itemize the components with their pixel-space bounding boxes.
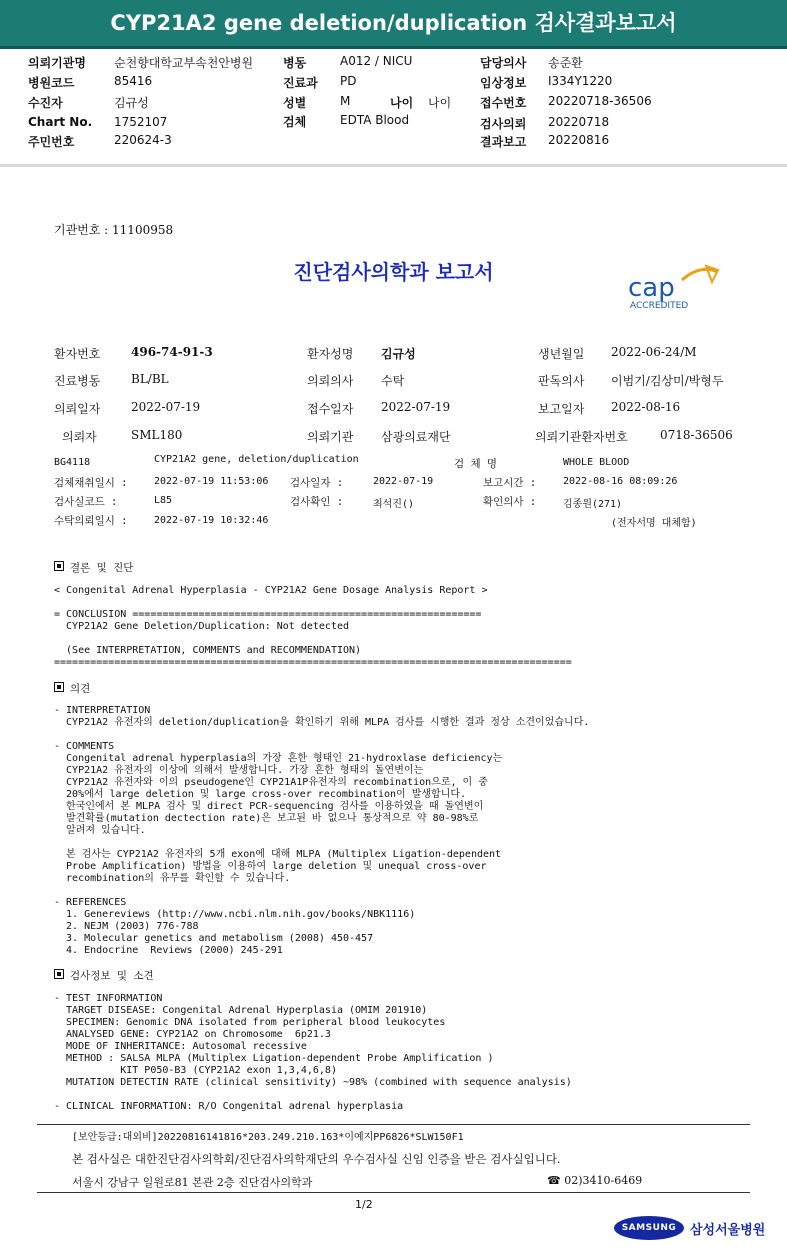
hdr-value: 1752107	[114, 115, 168, 129]
ti-value: 최석진()	[373, 499, 415, 510]
hdr-label: 검사의뢰	[480, 117, 527, 131]
patient-label: 접수일자	[307, 402, 354, 416]
patient-label: 환자번호	[54, 347, 101, 361]
patient-label: 의뢰일자	[54, 402, 101, 416]
hdr-value: 나이	[428, 96, 452, 110]
hdr-value: I334Y1220	[548, 74, 613, 88]
cap-logo-sub: ACCREDITED	[630, 301, 689, 311]
institution-number: 기관번호 : 11100958	[54, 223, 174, 237]
comments: - COMMENTS Congenital adrenal hyperplasia의 가장 흔한 형태인 21-hydroxlase deficiency는 CYP21A2 유전자의 이상에 의해서 발생합니다. 가장 흔한 형태의 돌연변이는 CYP21A2 유전자와 이의 pseudogene인 CYP21A1P유전자의 recombination으로, 이 중 20%에서 large deletion 및 large cross-over recombination이 발생합니다. 한국인에서 본 MLPA 검사 및 direct PCR-sequencing 검사를 이용하였을 때 돌연변이 발견확률(mutation dectection rate)은 보고된 바 없으나 통상적으로 약 80-98%로 알려져 있습니다. 본 검사는 CYP21A2 유전자의 5개 exon에 대해 MLPA (Multiplex Ligation-dependent Probe Amplification) 방법을 이용하여 large deletion 및 unequal cross-over recombination의 유무를 확인할 수 있습니다.	[54, 741, 503, 884]
footer-bottom-line	[37, 1192, 750, 1193]
patient-value: 2022-08-16	[611, 400, 681, 414]
patient-value: 수탁	[381, 374, 405, 388]
section-title: 결론 및 진단	[70, 562, 134, 574]
ti-label: 검사확인 :	[290, 496, 344, 508]
section-conclusion-header	[54, 560, 133, 575]
hospital-name: 삼성서울병원	[690, 1223, 766, 1238]
patient-label: 환자성명	[307, 347, 354, 361]
specimen-label: 검 체 명	[454, 458, 498, 470]
report-title: 진단검사의학과 보고서	[293, 260, 494, 284]
patient-value: 0718-36506	[660, 428, 733, 442]
cap-logo-text: cap	[628, 273, 675, 303]
footer-top-line	[37, 1124, 750, 1125]
hdr-value: 20220816	[548, 133, 610, 147]
patient-label: 보고일자	[538, 402, 585, 416]
test-name: CYP21A2 gene, deletion/duplication	[154, 454, 359, 465]
hdr-label: 성별	[283, 96, 307, 110]
report-banner	[0, 0, 787, 49]
report-name: < Congenital Adrenal Hyperplasia - CYP21A2 Gene Dosage Analysis Report >	[54, 585, 488, 596]
samsung-logo: SAMSUNG	[614, 1216, 684, 1240]
hdr-value: A012 / NICU	[340, 54, 413, 68]
section-bullet-icon	[54, 682, 64, 692]
patient-value: BL/BL	[131, 372, 169, 386]
hdr-label: 주민번호	[28, 135, 75, 149]
hdr-label: 검체	[283, 115, 307, 129]
hdr-value: 송준환	[548, 56, 583, 70]
ti-label: 검사일자 :	[290, 477, 344, 489]
ti-label: 수탁의뢰일시 :	[54, 515, 128, 527]
patient-value: 이범기/김상미/박형두	[611, 374, 724, 388]
patient-label: 생년월일	[538, 347, 585, 361]
hdr-label: 진료과	[283, 76, 318, 90]
patient-label: 의뢰자	[62, 430, 97, 444]
ti-value: L85	[154, 495, 173, 506]
header-divider	[0, 164, 787, 167]
hdr-value: M	[340, 94, 351, 108]
hdr-value: 김규성	[114, 96, 149, 110]
patient-value: 2022-07-19	[381, 400, 451, 414]
signature-note: (전자서명 대체함)	[611, 518, 697, 529]
patient-value: SML180	[131, 428, 183, 442]
hdr-label: 수진자	[28, 96, 63, 110]
hdr-value: 20220718-36506	[548, 94, 652, 108]
ti-label: 검체채취일시 :	[54, 477, 128, 489]
section-title: 검사정보 및 소견	[70, 970, 154, 982]
conclusion-block: = CONCLUSION ========================================================== CYP21A2 Gene Deletion/Duplication: Not detected (See INTERPRETATION, COMMENTS and RECOMMENDATION) ======================================================================================	[54, 609, 572, 668]
clinical-information: - CLINICAL INFORMATION: R/O Congenital adrenal hyperplasia	[54, 1101, 404, 1112]
ti-label: 보고시간 :	[483, 477, 537, 489]
hdr-label: 결과보고	[480, 135, 527, 149]
hdr-label: 병동	[283, 56, 307, 70]
section-testinfo-header	[54, 968, 154, 983]
patient-label: 의뢰기관	[307, 430, 354, 444]
hdr-value: PD	[340, 74, 357, 88]
patient-label: 판독의사	[538, 374, 585, 388]
page-number: 1/2	[355, 1198, 373, 1211]
test-code: BG4118	[54, 457, 91, 468]
test-information: - TEST INFORMATION TARGET DISEASE: Congenital Adrenal Hyperplasia (OMIM 201910) SPECIMEN: Genomic DNA isolated from peripheral blood leukocytes ANALYSED GENE: CYP21A2 on Chromosome 6p21.3 MODE OF INHERITANCE: Autosomal recessive METHOD : SALSA MLPA (Multiplex Ligation-dependent Probe Amplification ) KIT P050-B3 (CYP21A2 exon 1,3,4,6,8) MUTATION DETECTIN RATE (clinical sensitivity) ~98% (combined with sequence analysis)	[54, 993, 572, 1088]
hdr-value: EDTA Blood	[340, 113, 410, 127]
patient-label: 의뢰기관환자번호	[535, 430, 628, 444]
patient-label: 의뢰의사	[307, 374, 354, 388]
section-opinion-header	[54, 681, 90, 696]
hdr-label: 병원코드	[28, 76, 75, 90]
ti-value: 김종원(271)	[563, 499, 623, 510]
ti-label: 검사실코드 :	[54, 496, 118, 508]
hdr-label: 나이	[390, 96, 414, 110]
section-title: 의견	[70, 683, 91, 695]
lab-phone: ☎ 02)3410-6469	[547, 1174, 643, 1187]
references: - REFERENCES 1. Genereviews (http://www.ncbi.nlm.nih.gov/books/NBK1116) 2. NEJM (2003) 776-788 3. Molecular genetics and metabolism (2008) 450-457 4. Endocrine Reviews (2000) 245-291	[54, 897, 416, 956]
ti-value: 2022-07-19 10:32:46	[154, 515, 269, 526]
lab-address: 서울시 강남구 일원로81 본관 2층 진단검사의학과	[72, 1176, 313, 1189]
banner-title: CYP21A2 gene deletion/duplication 검사결과보고서	[110, 11, 677, 35]
ti-label: 확인의사 :	[483, 496, 537, 508]
certification-text: 본 검사실은 대한진단검사의학회/진단검사의학재단의 우수검사실 신임 인증을 받은 검사실입니다.	[72, 1152, 561, 1166]
hdr-label: Chart No.	[28, 115, 93, 129]
ti-value: 2022-08-16 08:09:26	[563, 476, 678, 487]
ti-value: 2022-07-19 11:53:06	[154, 476, 269, 487]
patient-value: 2022-07-19	[131, 400, 201, 414]
specimen-value: WHOLE BLOOD	[563, 457, 630, 468]
ti-value: 2022-07-19	[373, 476, 434, 487]
hdr-value: 85416	[114, 74, 153, 88]
security-line: [보안등급:대외비]20220816141816*203.249.210.163*이예지PP6826*SLW150F1	[72, 1132, 464, 1143]
interpretation: - INTERPRETATION CYP21A2 유전자의 deletion/duplication을 확인하기 위해 MLPA 검사를 시행한 결과 정상 소견이었습니다.	[54, 705, 590, 728]
patient-value: 496-74-91-3	[131, 345, 213, 359]
patient-value: 2022-06-24/M	[611, 345, 697, 359]
hdr-value: 20220718	[548, 115, 610, 129]
hdr-label: 임상정보	[480, 76, 527, 90]
hdr-label: 담당의사	[480, 56, 527, 70]
patient-value: 삼광의료재단	[381, 430, 451, 444]
cap-accredited-logo	[622, 262, 732, 312]
hdr-value: 순천향대학교부속천안병원	[114, 56, 254, 70]
hdr-label: 접수번호	[480, 96, 527, 110]
section-bullet-icon	[54, 969, 64, 979]
hdr-value: 220624-3	[114, 133, 172, 147]
section-bullet-icon	[54, 561, 64, 571]
hdr-label: 의뢰기관명	[28, 56, 86, 70]
patient-label: 진료병동	[54, 374, 101, 388]
patient-value: 김규성	[381, 347, 416, 361]
